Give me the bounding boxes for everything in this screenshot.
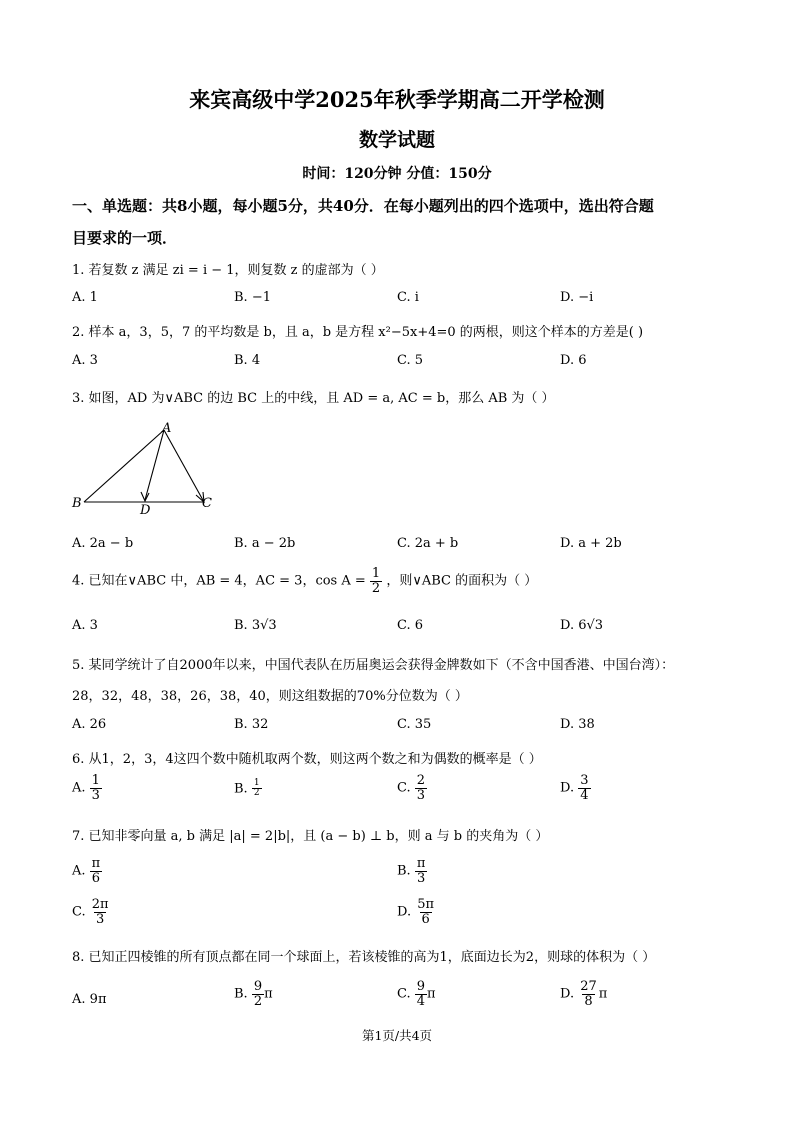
label-c: C	[202, 496, 212, 511]
q6-option-b	[234, 779, 262, 799]
q4-frac-num: 1	[371, 566, 381, 581]
q8-b-pi: π	[264, 986, 273, 1002]
q3-option-a: A. 2a − b	[72, 536, 134, 551]
page-footer: 第1页/共4页	[361, 1028, 433, 1043]
q4-frac-den: 2	[371, 580, 381, 596]
q8-c-num: 9	[416, 979, 426, 994]
q2-option-d: D. 6	[560, 353, 587, 368]
q3-option-b: B. a − 2b	[234, 536, 296, 551]
q6-d-num: 3	[580, 773, 589, 788]
q8-a-value: 9π	[89, 992, 107, 1007]
q8-label-c: C.	[397, 986, 411, 1002]
arrow-ad-icon	[141, 492, 149, 501]
q4-option-b: B. 3√3	[234, 618, 277, 633]
q8-option-b	[234, 980, 273, 1008]
q8-label-b: B.	[234, 986, 248, 1002]
q8-d-den: 8	[584, 993, 593, 1009]
q6-a-den: 3	[91, 787, 100, 803]
question-3: 3. 如图，AD 为∨ABC 的边 BC 上的中线，且 AD = a, AC = b，那么 AB 为（ ）	[72, 391, 555, 406]
q7-d-den: 6	[421, 911, 430, 927]
q4-text-pre: 4. 已知在∨ABC 中，AB = 4，AC = 3，cos A =	[72, 573, 366, 589]
q2-option-c: C. 5	[397, 353, 424, 368]
question-2: 2. 样本 a，3，5，7 的平均数是 b，且 a，b 是方程 x²−5x+4=0 的两根，则这个样本的方差是( )	[72, 325, 644, 340]
q8-c-pi: π	[427, 986, 436, 1002]
q8-d-num: 27	[580, 979, 597, 994]
section-heading-line2: 目要求的一项．	[72, 229, 178, 247]
q8-option-c	[397, 980, 436, 1008]
q6-frac-b	[252, 779, 262, 799]
q5-option-b: B. 32	[234, 717, 269, 732]
q7-frac-a	[90, 857, 103, 885]
q6-c-num: 2	[416, 773, 426, 788]
q7-label-a: A.	[72, 863, 86, 879]
time-info: 时间：120分钟 分值：150分	[302, 166, 492, 182]
q7-label-c: C.	[72, 904, 86, 920]
q4-fraction	[370, 567, 382, 595]
q5-option-d: D. 38	[560, 717, 595, 732]
q7-option-a	[72, 857, 102, 885]
q6-label-d: D.	[560, 780, 575, 796]
q6-option-d	[560, 774, 591, 802]
label-d: D	[140, 503, 151, 518]
q7-label-d: D.	[397, 904, 412, 920]
q4-option-a: A. 3	[72, 618, 98, 633]
q7-a-num: π	[91, 856, 101, 871]
q6-label-a: A.	[72, 780, 86, 796]
question-8: 8. 已知正四棱锥的所有顶点都在同一个球面上，若该棱锥的高为1，底面边长为2，则球的体积为（ ）	[72, 950, 656, 965]
q7-label-b: B.	[397, 863, 411, 879]
q1-option-a: A. 1	[72, 290, 98, 305]
label-b: B	[72, 496, 82, 511]
q6-b-num: 1	[253, 778, 260, 788]
question-6: 6. 从1，2，3，4这四个数中随机取两个数，则这两个数之和为偶数的概率是（ ）	[72, 752, 542, 767]
q7-a-den: 6	[91, 870, 101, 886]
label-a: A	[162, 421, 172, 436]
q7-c-num: 2π	[91, 897, 109, 912]
q8-frac-b	[252, 980, 264, 1008]
q7-frac-b	[415, 857, 428, 885]
question-1: 1. 若复数 z 满足 zi = i − 1，则复数 z 的虚部为（ ）	[72, 263, 384, 278]
q4-option-c: C. 6	[397, 618, 424, 633]
q8-label-d: D.	[560, 986, 575, 1002]
q7-c-den: 3	[96, 911, 105, 927]
q8-label-a: A.	[72, 992, 86, 1007]
q8-c-den: 4	[416, 993, 426, 1009]
q6-frac-d	[578, 774, 590, 802]
edge-ac	[164, 430, 204, 502]
q5-option-c: C. 35	[397, 717, 432, 732]
q8-option-a	[72, 992, 107, 1007]
triangle-figure	[66, 418, 226, 518]
q8-frac-d	[578, 980, 599, 1008]
q7-b-num: π	[416, 856, 426, 871]
question-5-line1: 5. 某同学统计了自2000年以来，中国代表队在历届奥运会获得金牌数如下（不含中国香港、中国台湾）：	[72, 658, 675, 673]
q4-text-post: ，则∨ABC 的面积为（ ）	[386, 573, 538, 589]
q1-option-b: B. −1	[234, 290, 271, 305]
q4-option-d: D. 6√3	[560, 618, 604, 633]
q7-d-num: 5π	[417, 897, 435, 912]
q6-c-den: 3	[416, 787, 426, 803]
edge-ab	[84, 430, 164, 502]
q6-label-c: C.	[397, 780, 411, 796]
q8-frac-c	[415, 980, 427, 1008]
q7-option-c	[72, 898, 111, 926]
q2-option-b: B. 4	[234, 353, 261, 368]
question-5-line2: 28，32，48，38，26，38，40，则这组数据的70%分位数为（ ）	[72, 689, 468, 704]
section-heading-line1: 一、单选题：共8小题，每小题5分，共40分．在每小题列出的四个选项中，选出符合题	[72, 197, 654, 215]
q6-d-den: 4	[580, 787, 589, 803]
exam-title: 来宾高级中学2025年秋季学期高二开学检测	[189, 87, 605, 112]
q5-option-a: A. 26	[72, 717, 107, 732]
q7-option-b	[397, 857, 427, 885]
q6-frac-a	[90, 774, 102, 802]
question-4	[72, 567, 537, 595]
q7-b-den: 3	[416, 870, 426, 886]
q7-frac-d	[415, 898, 436, 926]
q8-option-d	[560, 980, 607, 1008]
q7-option-d	[397, 898, 436, 926]
q8-d-pi: π	[598, 986, 608, 1002]
q1-option-d: D. −i	[560, 290, 594, 305]
q8-b-den: 2	[253, 993, 263, 1009]
q6-label-b: B.	[234, 781, 248, 797]
q3-option-d: D. a + 2b	[560, 536, 622, 551]
q8-b-num: 9	[253, 979, 263, 994]
q6-b-den: 2	[253, 788, 260, 799]
q2-option-a: A. 3	[72, 353, 98, 368]
q3-option-c: C. 2a + b	[397, 536, 459, 551]
exam-subtitle: 数学试题	[358, 129, 435, 151]
q6-a-num: 1	[91, 773, 100, 788]
q6-option-a	[72, 774, 102, 802]
q7-frac-c	[90, 898, 111, 926]
q6-option-c	[397, 774, 427, 802]
question-7: 7. 已知非零向量 a, b 满足 |a| = 2|b|，且 (a − b) ⊥ b，则 a 与 b 的夹角为（ ）	[72, 829, 549, 844]
q6-frac-c	[415, 774, 427, 802]
q1-option-c: C. i	[397, 290, 419, 305]
median-ad	[145, 430, 164, 500]
